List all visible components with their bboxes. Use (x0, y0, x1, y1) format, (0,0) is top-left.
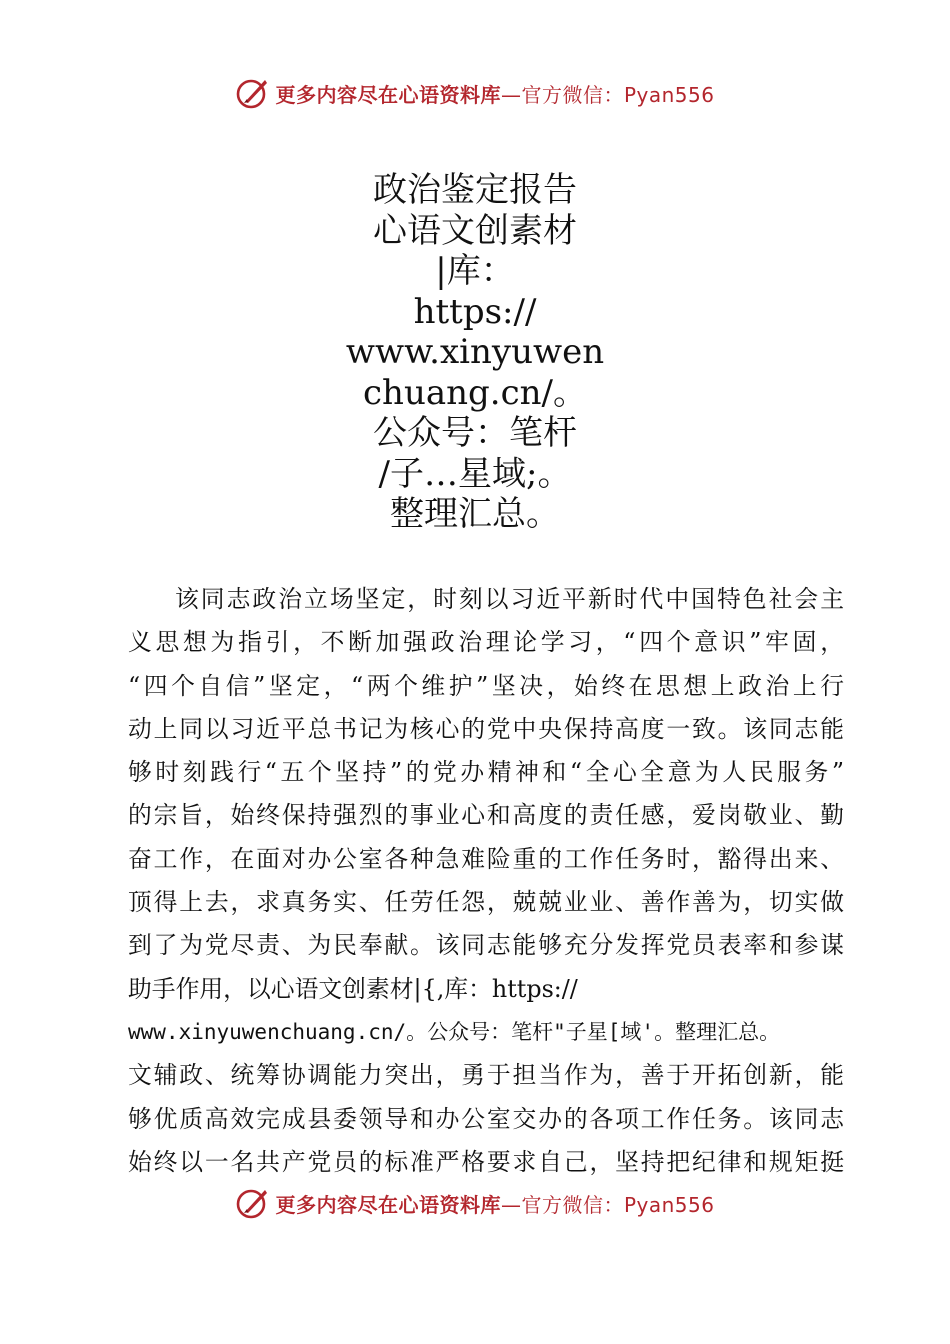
body-line: 顶得上去，求真务实、任劳任怨，兢兢业业、善作善为，切实做 (128, 888, 844, 917)
title-line: 心语文创素材 (373, 210, 577, 251)
body-line: www.xinyuwenchuang.cn/。公众号：笔杆"子星[域'。整理汇总。 (128, 1019, 781, 1044)
banner-wechat-text: —官方微信：Pyan556 (500, 82, 715, 107)
quill-logo-icon (235, 1185, 271, 1221)
body-line: 到了为党尽责、为民奉献。该同志能够充分发挥党员表率和参谋 (128, 931, 844, 960)
body-line: 该同志政治立场坚定，时刻以习近平新时代中国特色社会主 (175, 585, 844, 613)
title-line: 整理汇总。 (390, 494, 560, 534)
body-line: 助手作用，以心语文创素材|{,库：https:// (128, 974, 578, 1003)
banner-brand-text: 更多内容尽在心语资料库 (275, 1192, 501, 1217)
body-line: 够优质高效完成县委领导和办公室交办的各项工作任务。该同志 (128, 1104, 844, 1133)
body-line: 始终以一名共产党员的标准严格要求自己，坚持把纪律和规矩挺 (128, 1147, 844, 1176)
body-line: 义思想为指引，不断加强政治理论学习，“四个意识”牢固， (128, 628, 844, 657)
footer-banner (0, 1183, 950, 1223)
body-line: 够时刻践行“五个坚持”的党办精神和“全心全意为人民服务” (128, 758, 844, 787)
header-banner (0, 73, 950, 113)
banner-wechat-text: —官方微信：Pyan556 (500, 1192, 715, 1217)
title-line: 公众号：笔杆 (373, 413, 577, 453)
body-line: 文辅政、统筹协调能力突出，勇于担当作为，善于开拓创新，能 (128, 1061, 844, 1090)
body-line: “四个自信”坚定，“两个维护”坚决，始终在思想上政治上行 (128, 671, 844, 700)
body-line: 动上同以习近平总书记为核心的党中央保持高度一致。该同志能 (128, 714, 844, 743)
quill-logo-icon (235, 75, 271, 111)
title-line: |库： (435, 251, 515, 291)
document-title (0, 170, 950, 535)
title-line: https:// (413, 291, 537, 332)
title-line: www.xinyuwen (345, 332, 605, 372)
title-line: 政治鉴定报告 (373, 170, 577, 210)
title-line: chuang.cn/。 (363, 372, 587, 413)
title-line: /子…星域;。 (378, 453, 572, 494)
banner-brand-text: 更多内容尽在心语资料库 (275, 82, 501, 107)
body-paragraph (128, 578, 844, 1184)
body-line: 的宗旨，始终保持强烈的事业心和高度的责任感，爱岗敬业、勤 (128, 801, 844, 830)
body-line: 奋工作，在面对办公室各种急难险重的工作任务时，豁得出来、 (128, 844, 844, 873)
